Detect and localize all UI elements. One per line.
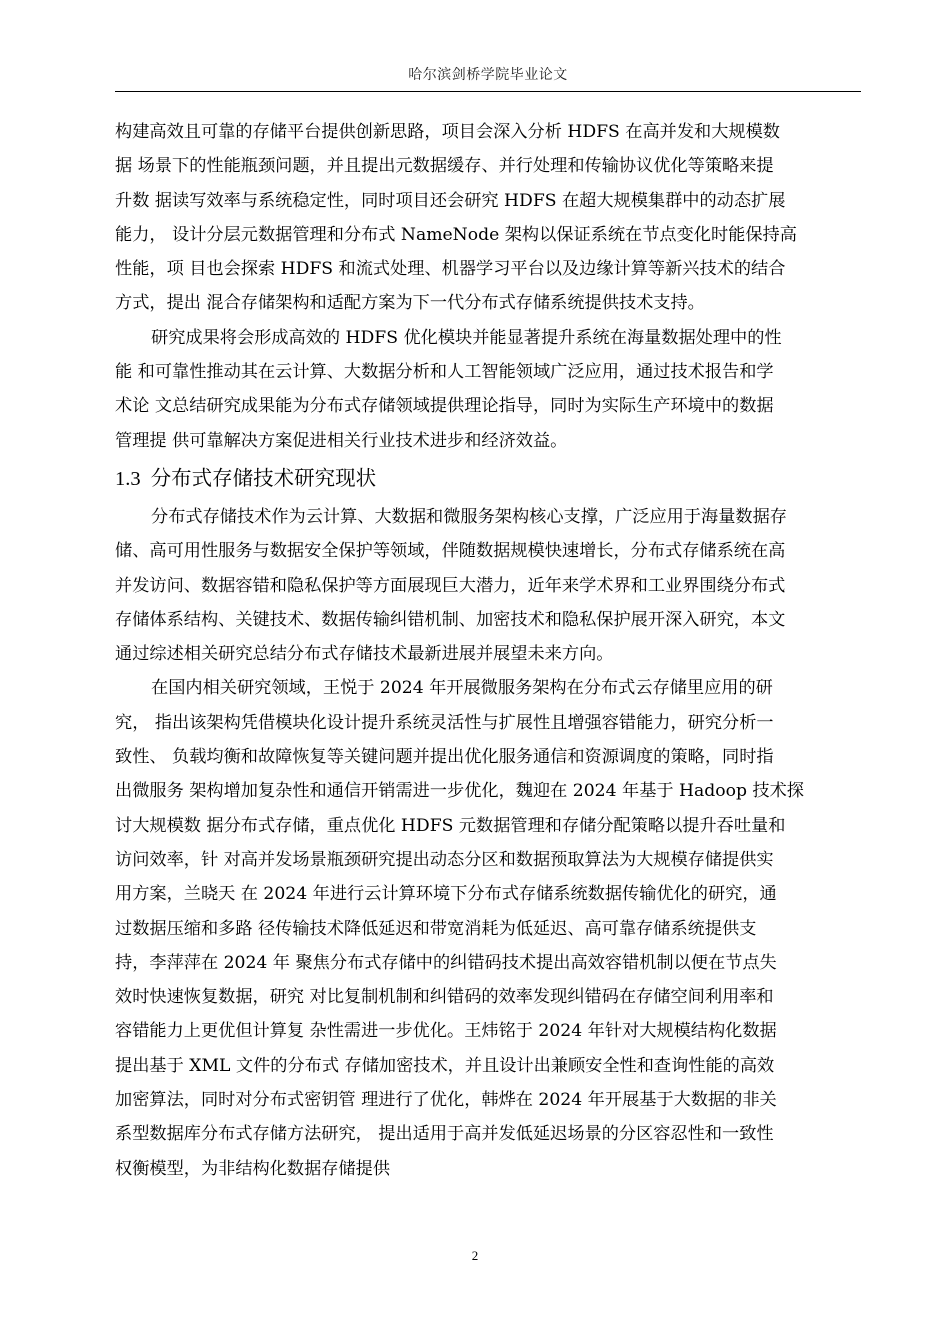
paragraph-2 (115, 321, 865, 458)
text-line: 管理提 供可靠解决方案促进相关行业技术进步和经济效益。 (115, 430, 568, 451)
text-line: 能 和可靠性推动其在云计算、大数据分析和人工智能领域广泛应用，通过技术报告和学 (115, 362, 774, 383)
text-line: 致性、 负载均衡和故障恢复等关键问题并提出优化服务通信和资源调度的策略，同时指 (115, 747, 774, 768)
section-title: 分布式存储技术研究现状 (150, 465, 377, 490)
text-line: 研究成果将会形成高效的 HDFS 优化模块并能显著提升系统在海量数据处理中的性 (151, 327, 782, 348)
text-line: 容错能力上更优但计算复 杂性需进一步优化。王炜铭于 2024 年针对大规模结构化数据 (115, 1021, 777, 1042)
text-line: 究， 指出该架构凭借模块化设计提升系统灵活性与扩展性且增强容错能力，研究分析一 (115, 712, 774, 733)
text-line: 持，李萍萍在 2024 年 聚焦分布式存储中的纠错码技术提出高效容错机制以便在节点失 (115, 952, 777, 973)
text-line: 据 场景下的性能瓶颈问题，并且提出元数据缓存、并行处理和传输协议优化等策略来提 (115, 156, 774, 177)
text-line: 并发访问、数据容错和隐私保护等方面展现巨大潜力，近年来学术界和工业界围绕分布式 (115, 575, 786, 596)
header-divider (115, 91, 861, 92)
text-line: 加密算法，同时对分布式密钥管 理进行了优化，韩烨在 2024 年开展基于大数据的非关 (115, 1090, 777, 1111)
text-line: 权衡模型，为非结构化数据存储提供 (115, 1158, 391, 1179)
text-line: 访问效率，针 对高并发场景瓶颈研究提出动态分区和数据预取算法为大规模存储提供实 (115, 849, 774, 870)
text-line: 过数据压缩和多路 径传输技术降低延迟和带宽消耗为低延迟、高可靠存储系统提供支 (115, 918, 757, 939)
text-line: 提出基于 XML 文件的分布式 存储加密技术，并且设计出兼顾安全性和查询性能的高效 (115, 1055, 775, 1076)
text-line: 能力， 设计分层元数据管理和分布式 NameNode 架构以保证系统在节点变化时能保持高 (115, 224, 797, 245)
text-line: 出微服务 架构增加复杂性和通信开销需进一步优化，魏迎在 2024 年基于 Hadoop 技术探 (115, 781, 804, 802)
section-heading (115, 458, 865, 498)
text-line: 构建高效且可靠的存储平台提供创新思路，项目会深入分析 HDFS 在高并发和大规模数 (115, 122, 780, 142)
page-header: 哈尔滨剑桥学院毕业论文 (408, 67, 568, 83)
text-line: 讨大规模数 据分布式存储，重点优化 HDFS 元数据管理和存储分配策略以提升吞吐量和 (115, 815, 786, 836)
text-line: 升数 据读写效率与系统稳定性，同时项目还会研究 HDFS 在超大规模集群中的动态扩展 (115, 190, 786, 211)
text-line: 存储体系结构、关键技术、数据传输纠错机制、加密技术和隐私保护展开深入研究，本文 (115, 609, 786, 630)
page-number: 2 (471, 1248, 479, 1263)
text-line: 方式，提出 混合存储架构和适配方案为下一代分布式存储系统提供技术支持。 (115, 293, 705, 314)
text-line: 系型数据库分布式存储方法研究， 提出适用于高并发低延迟场景的分区容忍性和一致性 (115, 1124, 774, 1145)
text-line: 性能，项 目也会探索 HDFS 和流式处理、机器学习平台以及边缘计算等新兴技术的结合 (115, 259, 786, 280)
text-line: 分布式存储技术作为云计算、大数据和微服务架构核心支撑，广泛应用于海量数据存 (151, 506, 787, 527)
section-number: 1.3 (115, 467, 141, 490)
text-line: 术论 文总结研究成果能为分布式存储领域提供理论指导，同时为实际生产环境中的数据 (115, 396, 774, 417)
paragraph-4 (115, 671, 865, 1185)
text-line: 储、高可用性服务与数据安全保护等领域，伴随数据规模快速增长，分布式存储系统在高 (115, 541, 786, 562)
paragraph-1 (115, 115, 865, 321)
text-line: 在国内相关研究领域，王悦于 2024 年开展微服务架构在分布式云存储里应用的研 (151, 678, 773, 699)
text-line: 效时快速恢复数据，研究 对比复制机制和纠错码的效率发现纠错码在存储空间利用率和 (115, 987, 774, 1008)
text-line: 用方案，兰晓天 在 2024 年进行云计算环境下分布式存储系统数据传输优化的研究，通 (115, 884, 777, 905)
paragraph-3 (115, 500, 865, 671)
text-line: 通过综述相关研究总结分布式存储技术最新进展并展望未来方向。 (115, 644, 614, 665)
document-body (115, 115, 865, 1186)
